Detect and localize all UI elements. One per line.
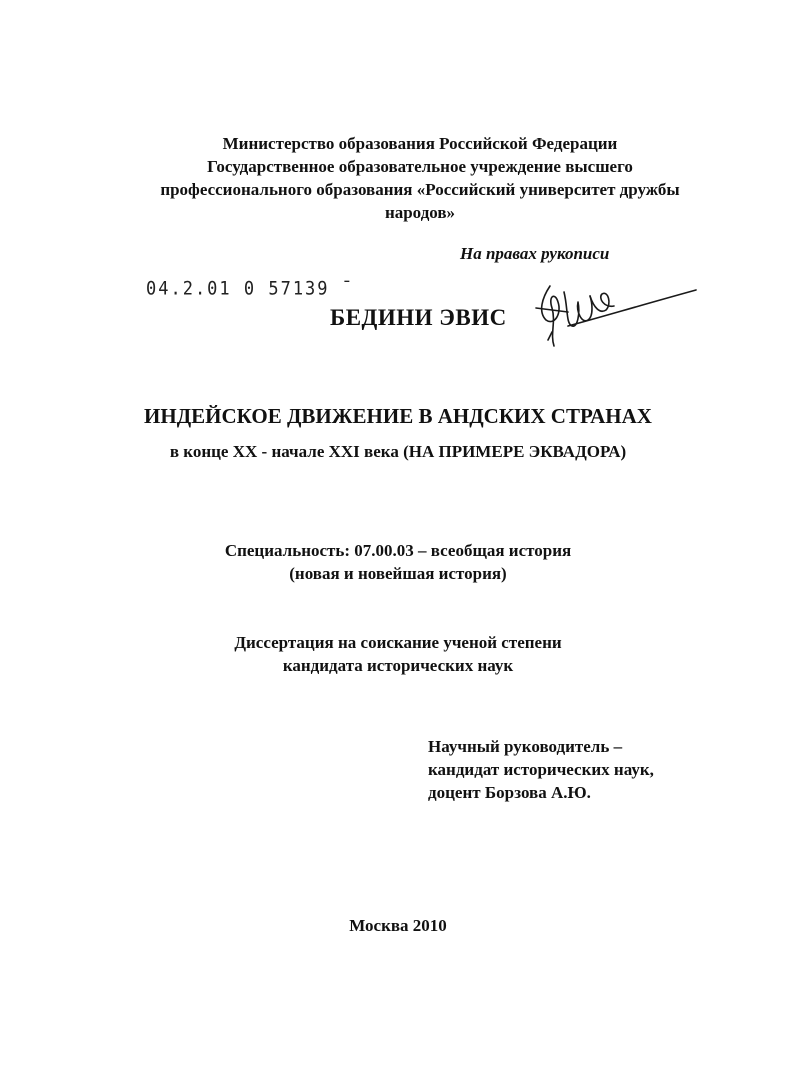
dissertation-title: ИНДЕЙСКОЕ ДВИЖЕНИЕ В АНДСКИХ СТРАНАХ xyxy=(144,404,652,428)
specialty-line-2: (новая и новейшая история) xyxy=(289,564,507,583)
ministry-line-4: народов» xyxy=(384,203,456,222)
place-year: Москва 2010 xyxy=(349,916,447,935)
supervisor-block xyxy=(428,735,654,804)
rights-note: На правах рукописи xyxy=(460,244,610,263)
ministry-line-3: профессионального образования «Российский университет дружбы xyxy=(160,180,680,199)
author-name: БЕДИНИ ЭВИС xyxy=(330,305,507,330)
ministry-header xyxy=(100,132,740,224)
archive-stamp-number: 04.2.01 0 57139 ˉ xyxy=(146,278,354,300)
ministry-line-1: Министерство образования Российской Федерации xyxy=(222,134,618,153)
degree-line-2: кандидата исторических наук xyxy=(282,656,514,675)
degree-line-1: Диссертация на соискание ученой степени xyxy=(234,633,562,652)
signature-icon xyxy=(528,268,708,350)
dissertation-subtitle: в конце XX - начале XXI века (НА ПРИМЕРЕ ЭКВАДОРА) xyxy=(169,442,627,461)
specialty-line-1: Специальность: 07.00.03 – всеобщая история xyxy=(224,541,572,560)
ministry-line-2: Государственное образовательное учреждение высшего xyxy=(207,157,633,176)
supervisor-line-3: доцент Борзова А.Ю. xyxy=(428,783,591,802)
supervisor-line-1: Научный руководитель – xyxy=(428,737,623,756)
supervisor-line-2: кандидат исторических наук, xyxy=(428,760,654,779)
